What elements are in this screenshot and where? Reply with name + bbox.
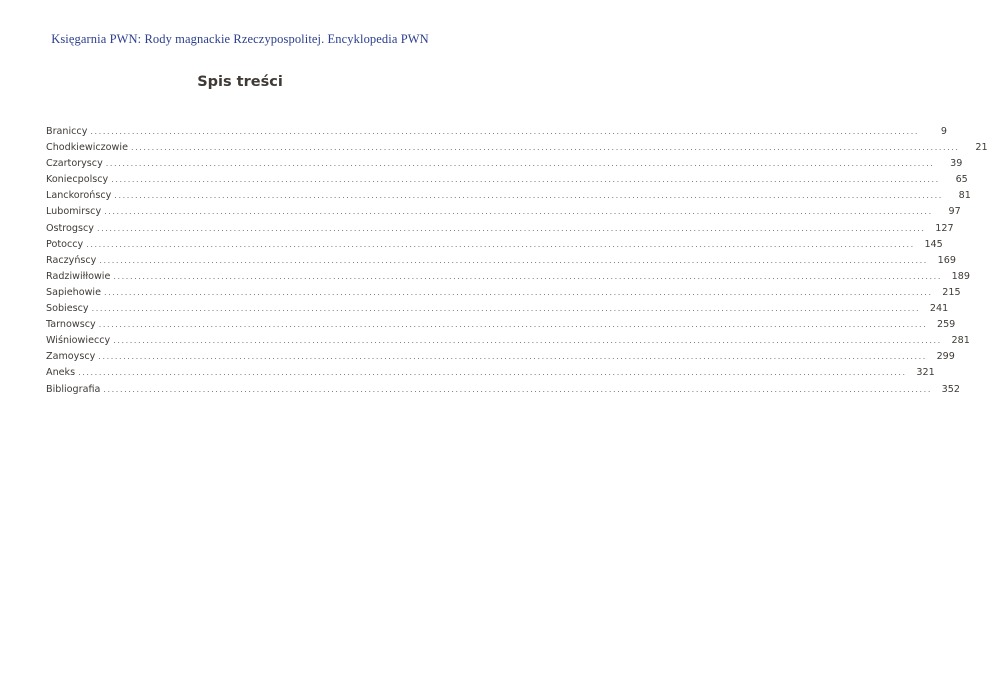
toc-leader-dots: ........................................................................................................................................................................................................ bbox=[99, 255, 928, 265]
toc-entry[interactable] bbox=[46, 221, 954, 237]
toc-leader-dots: ........................................................................................................................................................................................................ bbox=[113, 271, 942, 281]
toc-entry[interactable] bbox=[46, 140, 988, 156]
toc-entry[interactable] bbox=[46, 349, 955, 365]
toc-entry-label: Sobiescy bbox=[46, 303, 89, 315]
toc-entry[interactable] bbox=[46, 204, 961, 220]
toc-entry-page: 21 bbox=[975, 142, 988, 154]
toc-entry-page: 169 bbox=[937, 254, 956, 266]
toc-entry[interactable] bbox=[46, 301, 949, 317]
toc-entry-label: Chodkiewiczowie bbox=[46, 142, 128, 154]
toc-entry[interactable] bbox=[46, 188, 971, 204]
toc-leader-dots: ........................................................................................................................................................................................................ bbox=[86, 239, 915, 249]
toc-leader-dots: ........................................................................................................................................................................................................ bbox=[98, 320, 928, 330]
toc-entry[interactable] bbox=[46, 382, 960, 398]
toc-entry-label: Aneks bbox=[46, 367, 76, 379]
table-of-contents bbox=[46, 124, 988, 398]
toc-entry[interactable] bbox=[46, 124, 947, 140]
toc-entry[interactable] bbox=[46, 253, 956, 269]
toc-entry-label: Ostrogscy bbox=[46, 222, 94, 234]
toc-entry-label: Czartoryscy bbox=[46, 158, 103, 170]
toc-leader-dots: ........................................................................................................................................................................................................ bbox=[104, 207, 933, 217]
toc-entry-label: Sapiehowie bbox=[46, 286, 101, 298]
toc-entry-label: Zamoyscy bbox=[46, 351, 96, 363]
toc-entry-page: 65 bbox=[955, 174, 968, 186]
toc-entry-page: 127 bbox=[935, 222, 954, 234]
toc-leader-dots: ........................................................................................................................................................................................................ bbox=[90, 127, 919, 136]
toc-entry[interactable] bbox=[46, 317, 956, 333]
toc-entry-page: 39 bbox=[950, 158, 963, 170]
toc-entry-page: 189 bbox=[951, 270, 970, 282]
toc-leader-dots: ........................................................................................................................................................................................................ bbox=[91, 304, 921, 314]
toc-entry[interactable] bbox=[46, 365, 935, 381]
toc-leader-dots: ........................................................................................................................................................................................................ bbox=[96, 223, 926, 233]
toc-leader-dots: ........................................................................................................................................................................................................ bbox=[103, 384, 932, 394]
toc-entry-page: 259 bbox=[936, 319, 956, 331]
toc-entry[interactable] bbox=[46, 269, 970, 285]
toc-entry[interactable] bbox=[46, 285, 961, 301]
toc-entry[interactable] bbox=[46, 172, 968, 188]
toc-entry-page: 9 bbox=[940, 126, 947, 137]
toc-entry-label: Radziwiłłowie bbox=[46, 270, 111, 282]
toc-entry-page: 299 bbox=[936, 351, 955, 363]
toc-leader-dots: ........................................................................................................................................................................................................ bbox=[98, 352, 927, 362]
toc-leader-dots: ........................................................................................................................................................................................................ bbox=[78, 368, 907, 378]
toc-entry-label: Raczyńscy bbox=[46, 254, 97, 266]
toc-entry-label: Potoccy bbox=[46, 238, 84, 250]
toc-entry-page: 215 bbox=[942, 286, 961, 298]
toc-entry-label: Lanckorońscy bbox=[46, 190, 112, 202]
toc-entry[interactable] bbox=[46, 237, 943, 253]
toc-entry-label: Tarnowscy bbox=[46, 319, 96, 331]
toc-leader-dots: ........................................................................................................................................................................................................ bbox=[130, 143, 960, 153]
page-header: Księgarnia PWN: Rody magnackie Rzeczypospolitej. Encyklopedia PWN bbox=[51, 32, 429, 46]
toc-entry-page: 81 bbox=[958, 190, 971, 202]
toc-entry-label: Wiśniowieccy bbox=[46, 335, 111, 347]
toc-entry-label: Koniecpolscy bbox=[46, 174, 109, 186]
toc-leader-dots: ........................................................................................................................................................................................................ bbox=[104, 287, 933, 297]
toc-entry-label: Bibliografia bbox=[46, 383, 101, 395]
toc-leader-dots: ........................................................................................................................................................................................................ bbox=[111, 175, 940, 185]
toc-leader-dots: ........................................................................................................................................................................................................ bbox=[113, 336, 942, 346]
page-title: Spis treści bbox=[197, 74, 283, 90]
toc-leader-dots: ........................................................................................................................................................................................................ bbox=[105, 159, 935, 169]
toc-entry-page: 97 bbox=[948, 206, 961, 218]
toc-entry-label: Braniccy bbox=[46, 126, 88, 137]
toc-leader-dots: ........................................................................................................................................................................................................ bbox=[114, 191, 943, 201]
toc-entry-page: 321 bbox=[916, 367, 935, 379]
toc-entry-page: 241 bbox=[929, 303, 949, 315]
toc-entry-page: 145 bbox=[924, 238, 943, 250]
toc-entry[interactable] bbox=[46, 156, 963, 172]
toc-entry-page: 281 bbox=[951, 335, 970, 347]
toc-entry-page: 352 bbox=[941, 383, 960, 395]
toc-entry[interactable] bbox=[46, 333, 970, 349]
toc-entry-label: Lubomirscy bbox=[46, 206, 102, 218]
